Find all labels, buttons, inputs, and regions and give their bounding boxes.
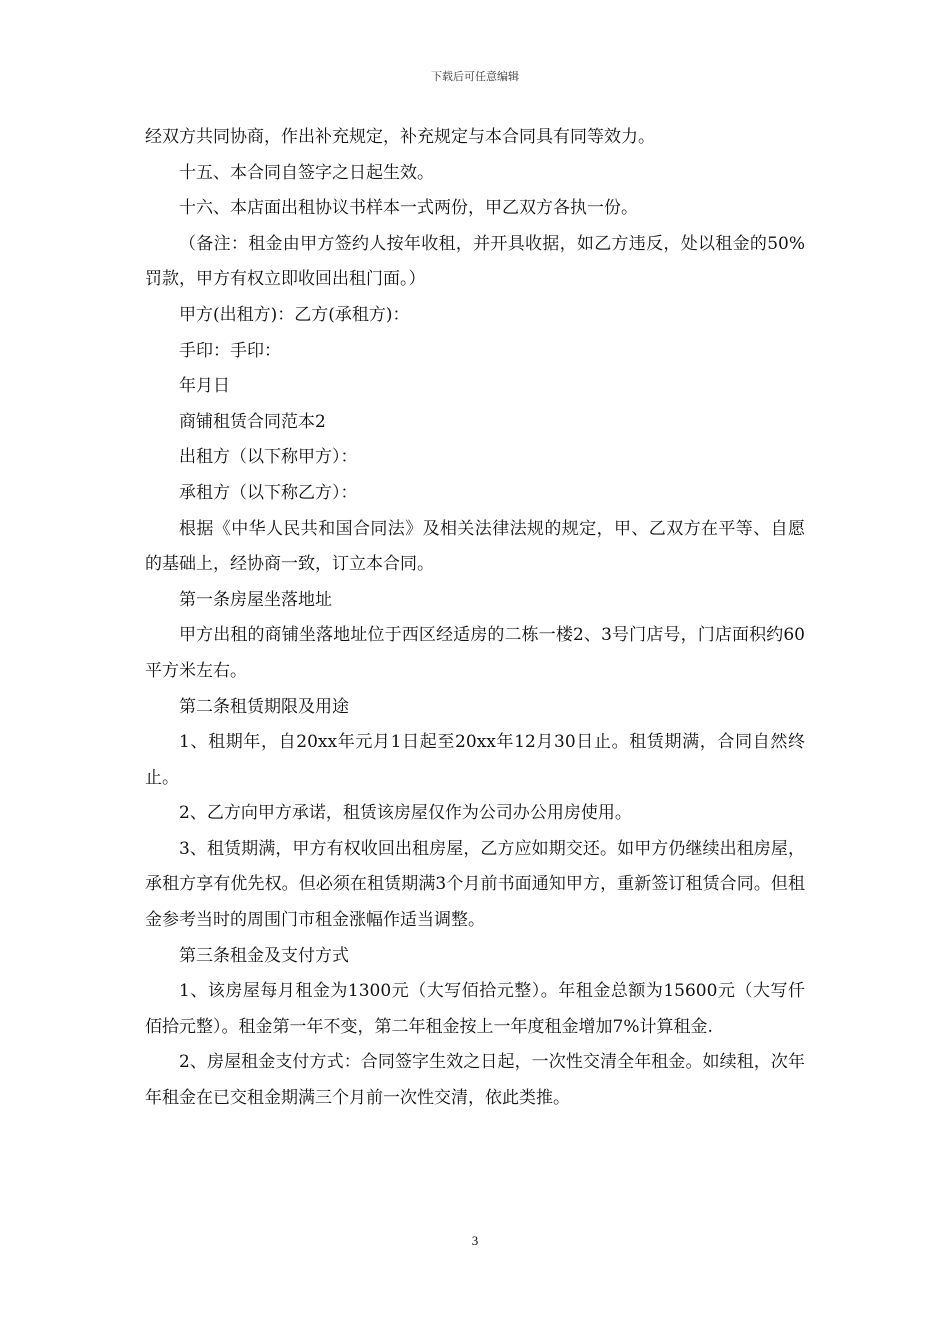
page-number: 3 (471, 1233, 479, 1248)
article-heading: 第一条房屋坐落地址 (179, 589, 332, 610)
paragraph: 2、房屋租金支付方式：合同签字生效之日起，一次性交清全年租金。如续租，次年年租金在已交租金期满三个月前一次性交清，依此类推。 (145, 1052, 805, 1109)
section-title: 商铺租赁合同范本2 (179, 411, 326, 432)
document-body (145, 120, 805, 1117)
paragraph: 承租方（以下称乙方）： (179, 482, 358, 503)
paragraph: 出租方（以下称甲方）： (179, 447, 358, 468)
paragraph: 年月日 (179, 376, 230, 397)
paragraph: 1、该房屋每月租金为1300元（大写佰拾元整）。年租金总额为15600元（大写仟佰拾元整）。租金第一年不变，第二年租金按上一年度租金增加7%计算租金. (145, 981, 805, 1037)
article-heading: 第三条租金及支付方式 (179, 945, 349, 966)
paragraph: 十六、本店面出租协议书样本一式两份，甲乙双方各执一份。 (179, 198, 638, 219)
paragraph: 手印：手印： (179, 340, 281, 361)
paragraph: 1、租期年，自20xx年元月1日起至20xx年12月30日止。租赁期满，合同自然终止。 (145, 732, 805, 788)
article-heading: 第二条租赁期限及用途 (179, 696, 349, 717)
paragraph: 3、租赁期满，甲方有权收回出租房屋，乙方应如期交还。如甲方仍继续出租房屋，承租方享有优先权。但必须在租赁期满3个月前书面通知甲方，重新签订租赁合同。但租金参考当时的周围门市租金涨幅作适当调整。 (145, 838, 805, 931)
paragraph: （备注：租金由甲方签约人按年收租，并开具收据，如乙方违反，处以租金的50%罚款，甲方有权立即收回出租门面。） (145, 233, 805, 290)
paragraph: 甲方出租的商铺坐落地址位于西区经适房的二栋一楼2、3号门店号，门店面积约60平方米左右。 (145, 625, 805, 681)
paragraph: 经双方共同协商，作出补充规定，补充规定与本合同具有同等效力。 (145, 127, 655, 147)
paragraph: 2、乙方向甲方承诺，租赁该房屋仅作为公司办公用房使用。 (179, 803, 632, 824)
paragraph: 十五、本合同自签字之日起生效。 (179, 162, 434, 183)
page-header: 下载后可任意编辑 (431, 70, 519, 83)
paragraph: 根据《中华人民共和国合同法》及相关法律法规的规定，甲、乙双方在平等、自愿的基础上，经协商一致，订立本合同。 (145, 518, 805, 575)
paragraph: 甲方(出租方)：乙方(承租方)： (179, 304, 410, 325)
